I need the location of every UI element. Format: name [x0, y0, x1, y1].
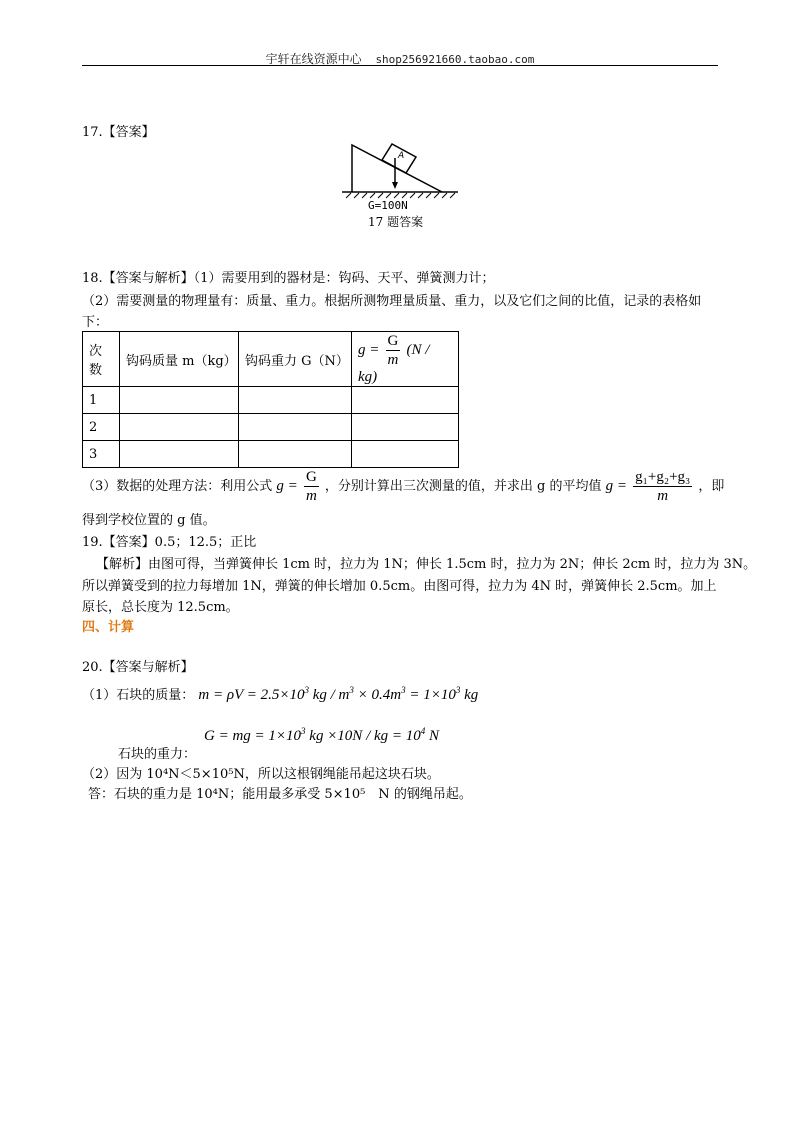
q18-line2: （2）需要测量的物理量有：质量、重力。根据所测物理量质量、重力，以及它们之间的比值，记录的表格如	[82, 294, 702, 309]
table-row	[83, 387, 459, 414]
table-cell	[239, 441, 352, 468]
q17-figure	[338, 142, 462, 232]
q18-line1: 18.【答案与解析】（1）需要用到的器材是：钩码、天平、弹簧测力计；	[82, 271, 495, 286]
q20-part2: （2）因为 10⁴N＜5×10⁵N，所以这根钢绳能吊起这块石块。	[82, 767, 440, 782]
table-header-row	[83, 332, 459, 387]
weight-label: G=100N	[368, 199, 408, 212]
record-table	[82, 331, 459, 468]
q19-line1: 19.【答案】0.5；12.5；正比	[82, 535, 257, 550]
table-header-cell: 钩码重力 G（N）	[239, 332, 352, 387]
q20-answer: 答：石块的重力是 10⁴N；能用最多承受 5×10⁵ N 的钢绳吊起。	[88, 787, 472, 802]
block-label: A	[398, 151, 405, 161]
table-cell	[120, 441, 239, 468]
table-cell	[352, 414, 459, 441]
q20-line1: 20.【答案与解析】	[82, 660, 194, 675]
table-cell: 3	[83, 441, 120, 468]
table-cell	[239, 414, 352, 441]
header-title: 宇轩在线资源中心	[265, 52, 362, 66]
table-cell	[120, 414, 239, 441]
table-row	[83, 441, 459, 468]
q19-line3: 所以弹簧受到的拉力每增加 1N，弹簧的伸长增加 0.5cm。由图可得，拉力为 4N 时，弹簧伸长 2.5cm。加上	[82, 579, 717, 594]
q20-gravity-label: 石块的重力：	[118, 747, 197, 762]
mass-equation: $m = \rho V = 2.5\times 10^3$ kg / $m^3 \times 0.4m^3 = 1\times 10^3$ kg	[198, 685, 479, 703]
q19-line2: 【解析】由图可得，当弹簧伸长 1cm 时，拉力为 1N；伸长 1.5cm 时，拉力为 2N；伸长 2cm 时，拉力为 3N。	[96, 557, 757, 572]
q18-line3: 下：	[82, 315, 109, 330]
figure-caption: 17 题答案	[368, 215, 424, 229]
table-header-formula: g = $\frac{G}{m}$ (N / kg)	[352, 332, 459, 387]
q17-label: 17.【答案】	[82, 125, 155, 140]
table-row	[83, 414, 459, 441]
section-heading: 四、计算	[82, 620, 135, 635]
q20-mass-line: （1）石块的质量： $m = \rho V = 2.5\times 10^3$ kg / $m^3 \times 0.4m^3 = 1\times 10^3$ kg	[82, 685, 479, 703]
table-header-cell: 钩码质量 m（kg）	[120, 332, 239, 387]
header-divider	[82, 65, 718, 66]
table-cell: 2	[83, 414, 120, 441]
average-fraction: $\frac{\text{g₁+g₂+g₃}}{m}$	[635, 469, 691, 504]
q19-line4: 原长，总长度为 12.5cm。	[82, 600, 239, 615]
table-cell	[239, 387, 352, 414]
table-cell	[352, 387, 459, 414]
header-url: shop256921660.taobao.com	[375, 53, 535, 66]
table-cell	[120, 387, 239, 414]
q18-line4: （3）数据的处理方法：利用公式 g = $\frac{G}{m}$ ，分别计算出三次测量的值，并求出 g 的平均值 g = $\frac{\text{g₁+g₂+g₃}}{m}$ ，即	[82, 469, 725, 504]
table-cell: 1	[83, 387, 120, 414]
table-header-cell: 次数	[83, 332, 120, 387]
gravity-equation: G = mg = $1\times 10^3$ kg ×10N / kg = $10^4$ N	[204, 726, 440, 744]
q18-line5: 得到学校位置的 g 值。	[82, 513, 216, 528]
table-cell	[352, 441, 459, 468]
